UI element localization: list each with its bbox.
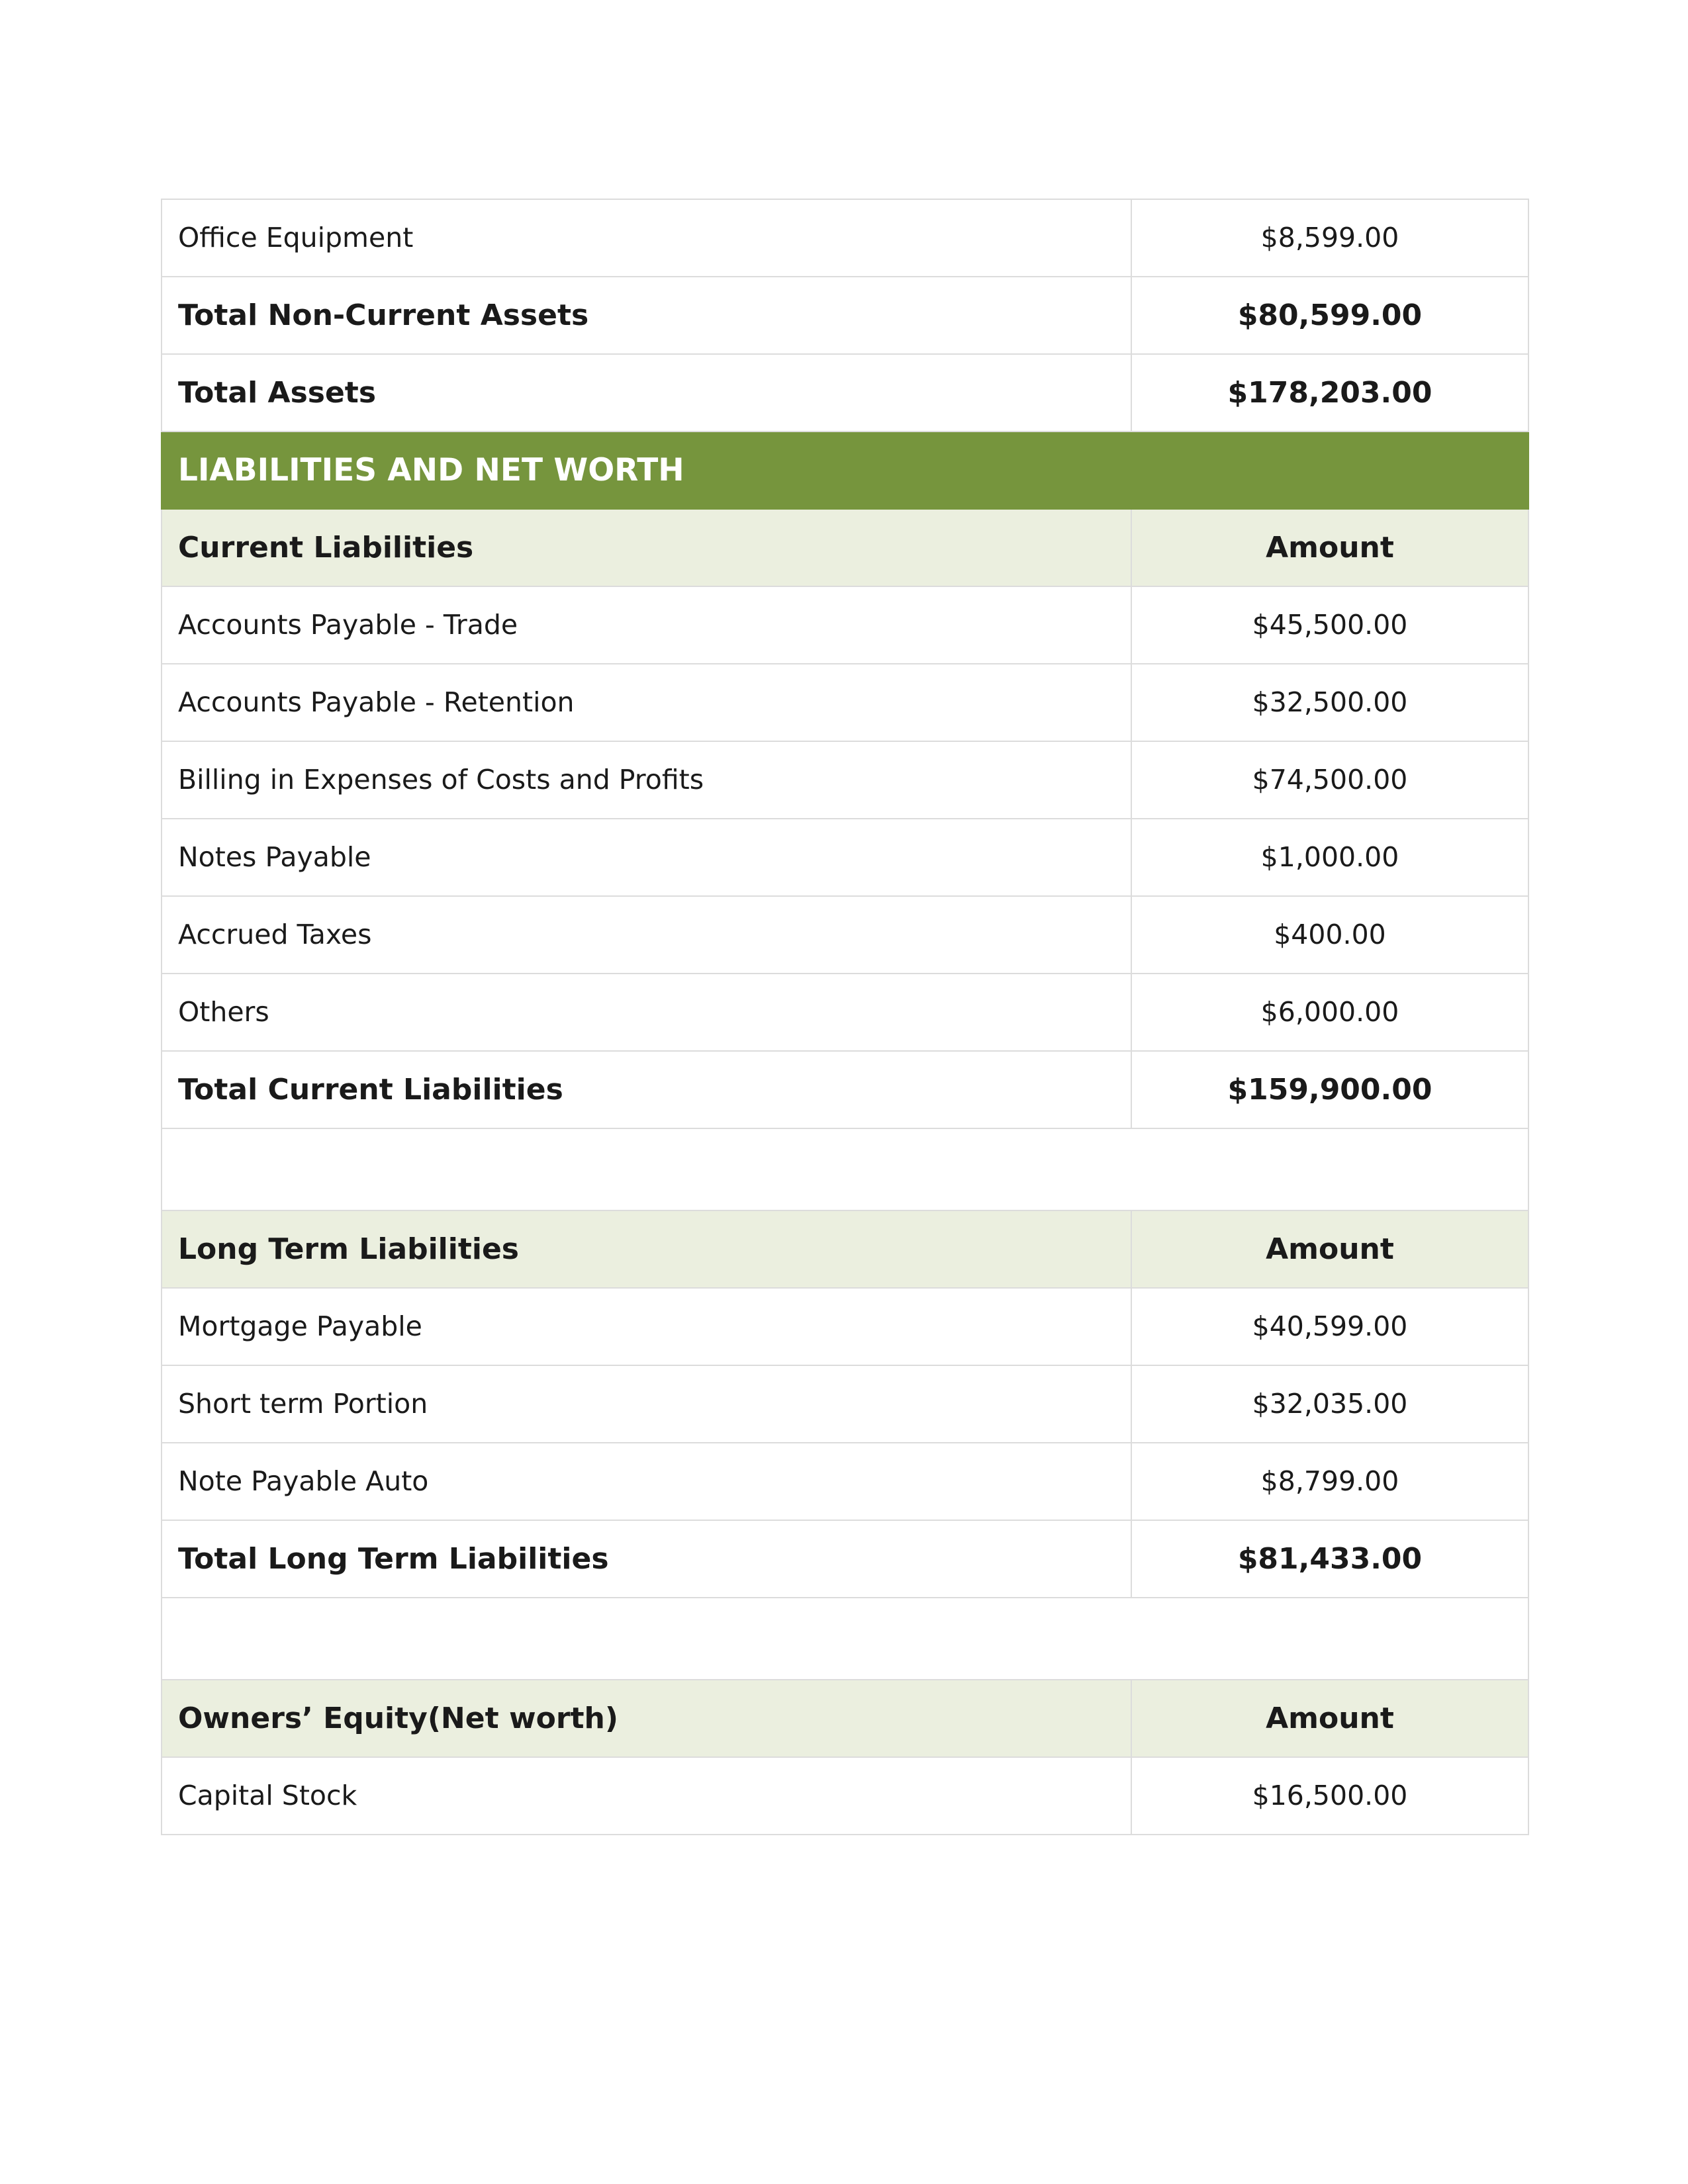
spacer-row (162, 1598, 1528, 1680)
total-assets-row (162, 354, 1528, 432)
subhead-label: Long Term Liabilities (162, 1210, 1131, 1288)
subhead-amount: Amount (1131, 1680, 1528, 1757)
section-header-liabilities (162, 432, 1528, 509)
table-row (162, 586, 1528, 664)
section-title: LIABILITIES AND NET WORTH (162, 432, 1528, 509)
current-liabilities-header (162, 509, 1528, 586)
table-row (162, 1757, 1528, 1835)
row-label: Others (162, 974, 1131, 1051)
total-current-liabilities-row (162, 1051, 1528, 1128)
table-row (162, 819, 1528, 896)
table-row (162, 199, 1528, 277)
table-row (162, 974, 1528, 1051)
owners-equity-header (162, 1680, 1528, 1757)
subhead-label: Current Liabilities (162, 509, 1131, 586)
table-row (162, 741, 1528, 819)
row-label: Note Payable Auto (162, 1443, 1131, 1520)
table-row (162, 1443, 1528, 1520)
total-non-current-assets-row (162, 277, 1528, 354)
row-amount: $8,799.00 (1131, 1443, 1528, 1520)
table-row (162, 1288, 1528, 1365)
row-amount: $8,599.00 (1131, 199, 1528, 277)
table-row (162, 664, 1528, 741)
subhead-label: Owners’ Equity(Net worth) (162, 1680, 1131, 1757)
total-label: Total Non-Current Assets (162, 277, 1131, 354)
total-label: Total Current Liabilities (162, 1051, 1131, 1128)
table-row (162, 896, 1528, 974)
row-amount: $74,500.00 (1131, 741, 1528, 819)
subhead-amount: Amount (1131, 1210, 1528, 1288)
row-label: Accrued Taxes (162, 896, 1131, 974)
row-label: Billing in Expenses of Costs and Profits (162, 741, 1131, 819)
row-label: Short term Portion (162, 1365, 1131, 1443)
row-label: Office Equipment (162, 199, 1131, 277)
row-label: Accounts Payable - Trade (162, 586, 1131, 664)
total-amount: $80,599.00 (1131, 277, 1528, 354)
total-amount: $178,203.00 (1131, 354, 1528, 432)
total-label: Total Long Term Liabilities (162, 1520, 1131, 1598)
row-amount: $400.00 (1131, 896, 1528, 974)
table-row (162, 1365, 1528, 1443)
row-label: Notes Payable (162, 819, 1131, 896)
row-amount: $6,000.00 (1131, 974, 1528, 1051)
total-amount: $159,900.00 (1131, 1051, 1528, 1128)
total-label: Total Assets (162, 354, 1131, 432)
balance-sheet-table (161, 199, 1529, 1835)
row-amount: $1,000.00 (1131, 819, 1528, 896)
row-amount: $16,500.00 (1131, 1757, 1528, 1835)
row-amount: $40,599.00 (1131, 1288, 1528, 1365)
spacer-cell (162, 1128, 1528, 1210)
row-label: Accounts Payable - Retention (162, 664, 1131, 741)
balance-sheet (161, 199, 1528, 1835)
subhead-amount: Amount (1131, 509, 1528, 586)
long-term-liabilities-header (162, 1210, 1528, 1288)
spacer-row (162, 1128, 1528, 1210)
total-amount: $81,433.00 (1131, 1520, 1528, 1598)
row-label: Capital Stock (162, 1757, 1131, 1835)
total-long-term-liabilities-row (162, 1520, 1528, 1598)
spacer-cell (162, 1598, 1528, 1680)
row-amount: $45,500.00 (1131, 586, 1528, 664)
row-amount: $32,500.00 (1131, 664, 1528, 741)
row-amount: $32,035.00 (1131, 1365, 1528, 1443)
row-label: Mortgage Payable (162, 1288, 1131, 1365)
